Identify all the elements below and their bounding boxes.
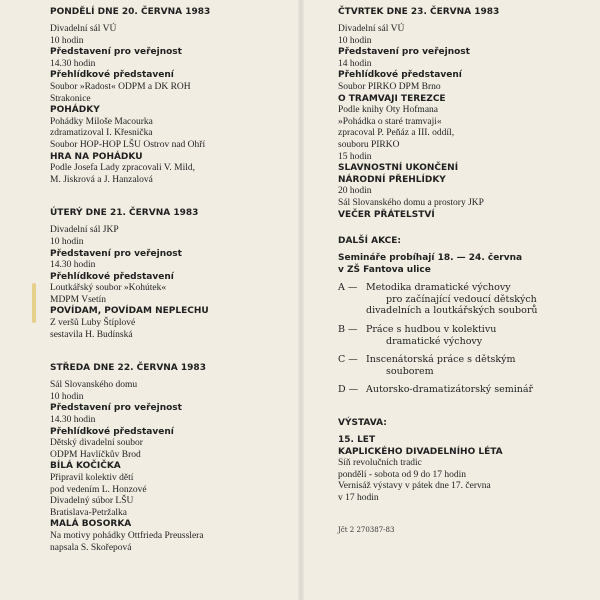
group-line: Soubor PIRKO DPM Brno (338, 81, 441, 92)
seminar-text-line: Autorsko-dramatizátorský seminář (366, 384, 534, 396)
text-line: Soubor HOP-HOP LŠU Ostrov nad Ohří (50, 139, 206, 150)
venue: Divadelní sál JKP (50, 225, 119, 236)
public-label: Představení pro veřejnost (338, 47, 470, 58)
venue: Divadelní sál VÚ (338, 24, 405, 34)
text-line: 15 hodin (338, 151, 372, 162)
group-line: Soubor »Radost« ODPM a DK ROH (50, 81, 191, 92)
text-line: Podle knihy Oty Hofmana (338, 105, 439, 116)
group-line: Loutkářský soubor »Kohútek« (50, 283, 167, 294)
public-label: Představení pro veřejnost (50, 47, 182, 58)
seminar-text-line: Metodika dramatické výchovy (366, 282, 511, 294)
venue: Divadelní sál VÚ (50, 24, 117, 34)
text-line: Vernisáž výstavy v pátek dne 17. června (338, 481, 491, 492)
text-line: Podle Josefa Lady zpracovali V. Mild, (50, 163, 196, 174)
group-line: Strakonice (50, 93, 91, 104)
text-line: sestavila H. Budínská (50, 329, 133, 340)
text-line: Sál Slovanského domu a prostory JKP (338, 197, 484, 208)
day-monday (50, 6, 295, 186)
text-line: 20 hodin (338, 186, 372, 197)
exhibition (338, 417, 593, 505)
seminar-text-line: divadelních a loutkářských souborů (366, 305, 538, 317)
show-label: Přehlídkové představení (338, 70, 462, 81)
public-time: 14 hodin (338, 58, 372, 69)
text-line: pod vedením L. Honzové (50, 484, 147, 495)
seminar-text-line: souborem (386, 365, 434, 377)
play-title: POHÁDKY (50, 105, 100, 116)
exhibit-title: 15. LET (338, 435, 376, 446)
seminar-line: Semináře probíhají 18. — 24. června (338, 253, 523, 264)
seminar-text (366, 282, 537, 317)
print-code: Jčt 2 270387-83 (338, 525, 395, 534)
closing-title: NÁRODNÍ PŘEHLÍDKY (338, 174, 446, 185)
seminar-letter: B — (338, 324, 358, 336)
play-title: O TRAMVAJI TEREZCE (338, 93, 446, 104)
text-line: Síň revolučních tradic (338, 458, 422, 469)
play-title: MALÁ BOSORKA (50, 519, 132, 530)
time: 10 hodin (50, 236, 84, 247)
text-line: Bratislava-Petržalka (50, 507, 128, 518)
seminar-item (338, 282, 593, 317)
seminar-item (338, 384, 593, 396)
seminar-list (338, 282, 593, 396)
show-label: Přehlídkové představení (50, 426, 174, 437)
seminar-text-line: Inscenátorská práce s dětským (366, 354, 516, 366)
text-line: Na motivy pohádky Ottfrieda Preusslera (50, 530, 204, 541)
right-column (338, 6, 593, 535)
page-fold (298, 0, 304, 600)
text-line: v 17 hodin (338, 493, 379, 503)
time: 10 hodin (50, 391, 84, 402)
show-label: Přehlídkové představení (50, 70, 174, 81)
text-line: napsala S. Skořepová (50, 542, 132, 553)
text-line: Připravil kolektiv dětí (50, 473, 134, 483)
time: 10 hodin (50, 35, 84, 46)
text-line: Pohádky Miloše Macourka (50, 116, 153, 127)
seminar-item (338, 354, 593, 377)
seminar-line: v ZŠ Fantova ulice (338, 264, 431, 275)
left-column (50, 6, 295, 554)
venue: Sál Slovanského domu (50, 380, 138, 391)
public-label: Představení pro veřejnost (50, 248, 182, 259)
group-line: Dětský divadelní soubor (50, 438, 143, 449)
closing-title: SLAVNOSTNÍ UKONČENÍ (338, 163, 459, 174)
seminar-text (366, 384, 533, 396)
other-events (338, 235, 593, 396)
play-title: BÍLÁ KOČIČKA (50, 461, 121, 472)
seminar-text-line: dramatické výchovy (386, 335, 483, 347)
day-wednesday (50, 362, 295, 554)
play-title: POVÍDAM, POVÍDAM NEPLECHU (50, 306, 209, 317)
day-thursday (338, 6, 593, 221)
time: 10 hodin (338, 35, 372, 46)
exhibit-title: KAPLICKÉHO DIVADELNÍHO LÉTA (338, 446, 503, 457)
public-time: 14.30 hodin (50, 58, 96, 69)
seminar-letter: C — (338, 354, 358, 366)
text-line: »Pohádka o staré tramvaji« (338, 116, 442, 127)
section-heading: DALŠÍ AKCE: (338, 236, 402, 247)
text-line: pondělí - sobota od 9 do 17 hodin (338, 469, 466, 480)
public-time: 14.30 hodin (50, 415, 96, 426)
day-heading: ÚTERÝ DNE 21. ČERVNA 1983 (50, 208, 199, 219)
public-time: 14.30 hodin (50, 260, 96, 271)
group-line: ODPM Havlíčkův Brod (50, 449, 141, 460)
seminar-letter: D — (338, 384, 359, 396)
day-heading: ČTVRTEK DNE 23. ČERVNA 1983 (338, 7, 500, 17)
show-label: Přehlídkové představení (50, 271, 174, 282)
day-heading: STŘEDA DNE 22. ČERVNA 1983 (50, 363, 206, 374)
text-line: souboru PIRKO (338, 139, 400, 150)
text-line: Divadelný súbor LŠU (50, 496, 134, 507)
seminar-text (366, 354, 516, 377)
text-line: zpracoval P. Peňáz a III. oddíl, (338, 128, 455, 139)
seminar-text (366, 324, 496, 347)
seminar-item (338, 324, 593, 347)
group-line: MDPM Vsetín (50, 294, 107, 305)
day-tuesday (50, 207, 295, 341)
play-title: HRA NA POHÁDKU (50, 151, 143, 162)
seminar-text-line: Práce s hudbou v kolektivu (366, 324, 497, 336)
public-label: Představení pro veřejnost (50, 403, 182, 414)
day-heading: PONDĚLÍ DNE 20. ČERVNA 1983 (50, 7, 211, 17)
section-heading: VÝSTAVA: (338, 418, 387, 429)
text-line: zdramatizoval I. Křesnička (50, 128, 153, 139)
evening-title: VEČER PŘÁTELSTVÍ (338, 209, 435, 220)
seminar-letter: A — (338, 282, 358, 294)
text-line: Z veršů Luby Štíplové (50, 318, 136, 329)
paper-stain (32, 283, 36, 323)
text-line: M. Jiskrová a J. Hanzalová (50, 174, 153, 185)
seminar-text-line: pro začínající vedoucí dětských (386, 293, 537, 305)
